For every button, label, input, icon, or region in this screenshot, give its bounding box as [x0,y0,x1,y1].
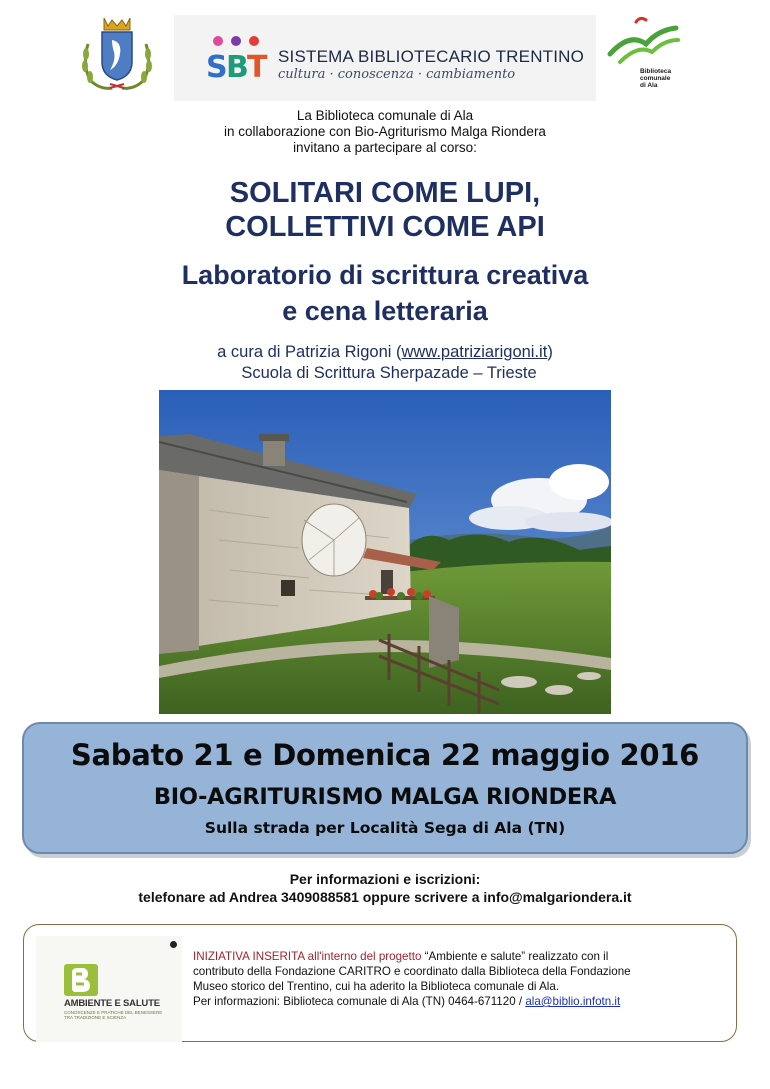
project-line-2: contributo della Fondazione CARITRO e coordinato dalla Biblioteca della Fondazione [193,965,631,978]
ambiente-e-salute-icon [64,964,98,996]
event-date: Sabato 21 e Domenica 22 maggio 2016 [70,738,700,772]
bullet-dot [170,941,177,948]
contact-heading: Per informazioni e iscrizioni: [289,871,481,887]
green-waves-icon [606,14,682,66]
course-subtitle-line-2: e cena letteraria [282,296,488,326]
svg-text:T: T [247,50,268,79]
project-description [193,949,721,1009]
contact-info [0,870,770,906]
course-title-line-2: COLLETTIVI COME API [225,211,545,243]
intro-line-3: invitano a partecipare al corso: [293,140,477,155]
project-line-4: Per informazioni: Biblioteca comunale di Ala (TN) 0464-671120 / ala@biblio.infotn.it [193,995,621,1008]
event-date-banner [22,722,748,854]
malga-riondera-photo [159,390,611,714]
ambiente-logo-tagline: CONOSCENZE E PRATICHE DEL BENESSERE TRA TRADIZIONE E SCIENZA [64,1010,163,1020]
curator-website-link[interactable]: www.patriziarigoni.it [401,343,548,361]
sbt-name: SISTEMA BIBLIOTECARIO TRENTINO [278,47,585,66]
intro-line-2: in collaborazione con Bio-Agriturismo Malga Riondera [224,124,546,139]
course-subtitle-line-1: Laboratorio di scrittura creativa [181,260,589,290]
library-email-link[interactable]: ala@biblio.infotn.it [525,995,621,1008]
ala-coat-of-arms-logo [76,14,158,96]
sistema-bibliotecario-trentino-logo [174,15,596,101]
intro-text [0,108,770,156]
ambiente-e-salute-logo [36,936,182,1042]
project-line-3: Museo storico del Trentino, cui ha aderito la Biblioteca comunale di Ala. [193,980,560,993]
event-venue: BIO-AGRITURISMO MALGA RIONDERA [153,784,617,810]
sbt-letters-icon [204,35,268,79]
writing-school-line: Scuola di Scrittura Sherpazade – Trieste [241,364,537,382]
ambiente-logo-name: AMBIENTE E SALUTE [64,998,160,1009]
event-directions: Sulla strada per Località Sega di Ala (TN) [204,819,566,837]
project-line-1: INIZIATIVA INSERITA all'interno del progetto “Ambiente e salute” realizzato con il [193,950,609,963]
svg-text:S: S [206,50,228,79]
curator-line: a cura di Patrizia Rigoni (www.patriziarigoni.it) [217,343,553,361]
biblioteca-comunale-ala-label: Biblioteca comunale di Ala [640,68,672,89]
svg-text:B: B [226,50,249,79]
intro-line-1: La Biblioteca comunale di Ala [296,108,474,123]
sbt-tagline: cultura · conoscenza · cambiamento [278,67,516,82]
contact-details: telefonare ad Andrea 3409088581 oppure scrivere a info@malgariondera.it [138,889,632,905]
course-title-line-1: SOLITARI COME LUPI, [229,177,541,209]
